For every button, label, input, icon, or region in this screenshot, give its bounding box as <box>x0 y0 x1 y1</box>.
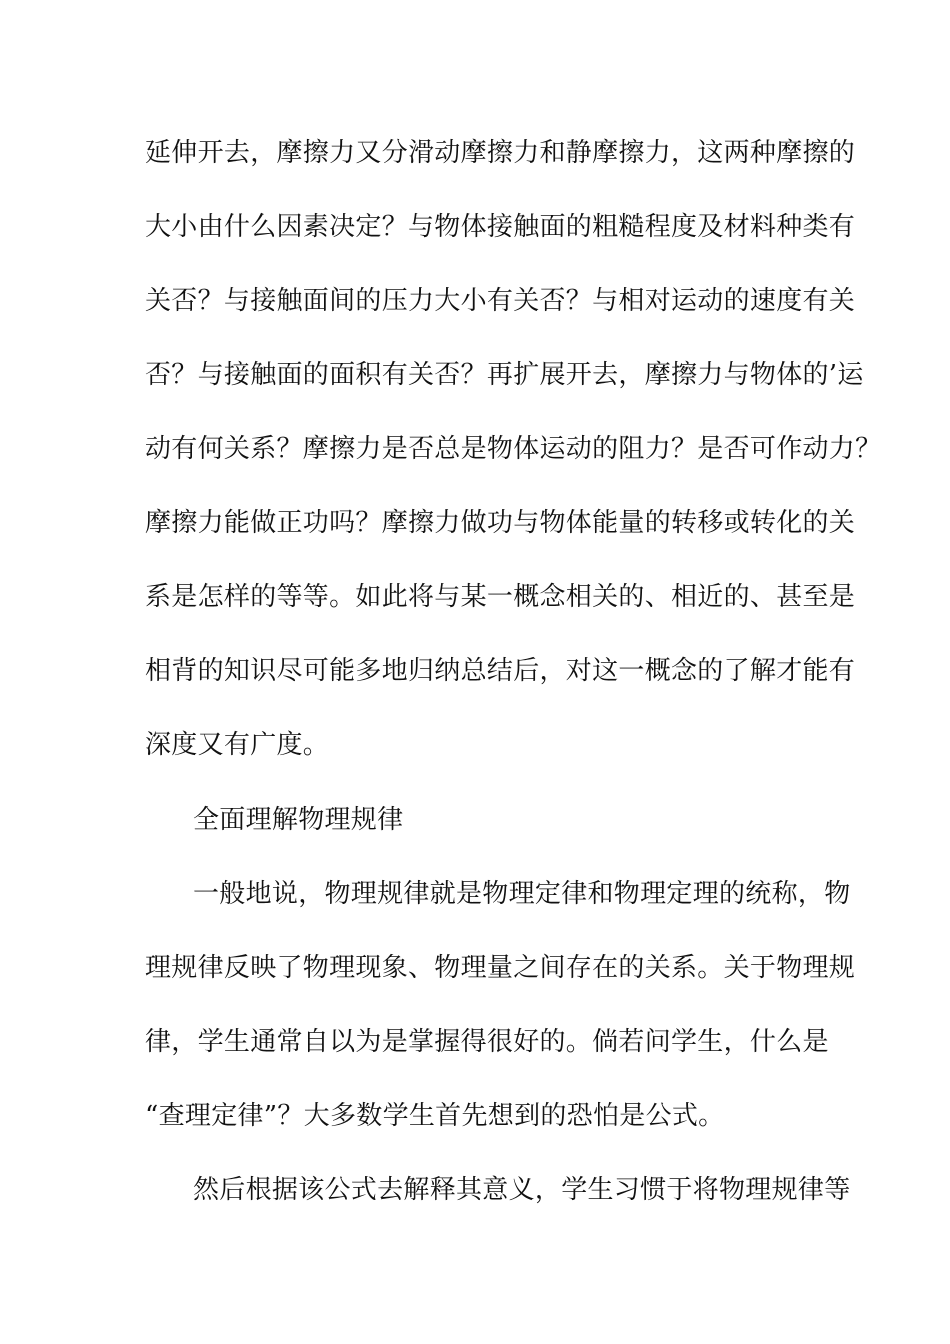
paragraph-line: 延伸开去，摩擦力又分滑动摩擦力和静摩擦力，这两种摩擦的 <box>145 138 856 168</box>
section-heading: 全面理解物理规律 <box>193 805 404 835</box>
paragraph-line: 动有何关系？摩擦力是否总是物体运动的阻力？是否可作动力？ <box>145 434 882 464</box>
paragraph-line: “查理定律”？大多数学生首先想到的恐怕是公式。 <box>145 1101 725 1131</box>
paragraph-line: 一般地说，物理规律就是物理定律和物理定理的统称，物 <box>193 879 851 909</box>
paragraph-line: 摩擦力能做正功吗？摩擦力做功与物体能量的转移或转化的关 <box>145 508 856 538</box>
paragraph-line: 相背的知识尽可能多地归纳总结后，对这一概念的了解才能有 <box>145 656 856 686</box>
paragraph-line: 大小由什么因素决定？与物体接触面的粗糙程度及材料种类有 <box>145 212 856 242</box>
paragraph-line: 理规律反映了物理现象、物理量之间存在的关系。关于物理规 <box>145 953 856 983</box>
paragraph-line: 深度又有广度。 <box>145 730 330 760</box>
paragraph-line: 律，学生通常自以为是掌握得很好的。倘若问学生，什么是 <box>145 1027 829 1057</box>
paragraph-line: 系是怎样的等等。如此将与某一概念相关的、相近的、甚至是 <box>145 582 856 612</box>
paragraph-line: 然后根据该公式去解释其意义，学生习惯于将物理规律等 <box>193 1175 851 1205</box>
paragraph-line: 关否？与接触面间的压力大小有关否？与相对运动的速度有关 <box>145 286 856 316</box>
paragraph-line: 否？与接触面的面积有关否？再扩展开去，摩擦力与物体的’运 <box>145 360 864 390</box>
